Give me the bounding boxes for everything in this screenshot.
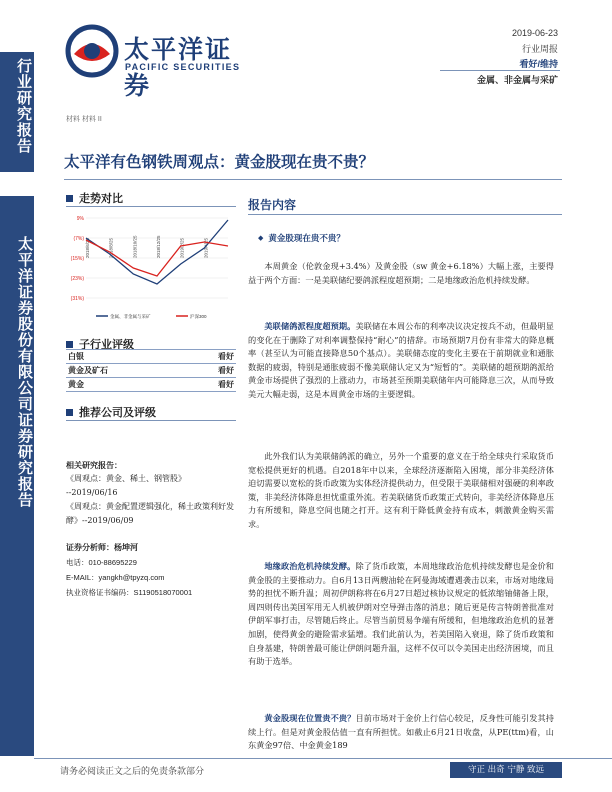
analyst-email[interactable]: E-MAIL：yangkh@tpyzq.com xyxy=(66,573,165,582)
x-tick-label: 2018/10/25 xyxy=(132,235,138,258)
x-tick-label: 2018/6/25 xyxy=(85,237,90,258)
sidebar-bottom xyxy=(0,196,34,756)
paragraph-5-lead: 黄金股现在位置贵不贵？ xyxy=(264,713,356,723)
question-heading: ◆ 黄金股现在贵不贵？ xyxy=(258,234,345,244)
trend-rule xyxy=(66,206,236,207)
report-type: 行业周报 xyxy=(521,44,558,54)
x-tick-label: 2018/12/25 xyxy=(156,235,161,258)
logo xyxy=(64,24,244,100)
title-rule xyxy=(64,179,562,180)
paragraph-5 xyxy=(248,712,554,754)
paragraph-3: 此外我们认为美联储鸽派的确立，另外一个重要的意义在于给全球央行采取货币宽松提供更好的机遇。自2018年中以来，全球经济逐渐陷入困境，部分非美经济体迫切需要以宽松的货币政策为实体经济提供动力，但受限于美联储相对强硬的利率政策，非美经济体降息担忧重重外流。若美联储货币政策正式转向，非美经济体降息压力有所缓和，降息空间也随之打开。这有利于降低黄金持有成本，刺激黄金购买需求。 xyxy=(248,451,554,529)
paragraph-1: 本周黄金（伦敦金现+3.4%）及黄金股（sw 黄金+6.18%）大幅上涨，主要得益于两个方面：一是美联储纪要鸽派程度超预期；二是地缘政治危机持续发酵。 xyxy=(248,261,554,285)
analyst-phone: 电话：010-88695229 xyxy=(66,558,137,567)
footer-rule xyxy=(34,758,612,759)
legend-label: 沪深300 xyxy=(190,314,207,319)
analyst-cert: 执业资格证书编码：S1190518070001 xyxy=(66,588,193,597)
company-rule xyxy=(66,420,236,421)
bullet-icon xyxy=(66,195,73,202)
pacific-logo-icon xyxy=(64,24,120,78)
header-divider xyxy=(440,70,560,71)
related-title: 相关研究报告： xyxy=(66,460,122,470)
content-title: 报告内容 xyxy=(248,198,297,212)
bullet-icon xyxy=(66,341,73,348)
trend-heading: 走势对比 xyxy=(66,190,123,206)
sidebar-top-label: 行业研究报告 xyxy=(15,58,33,154)
sub-rating-table xyxy=(66,349,236,392)
x-tick-label: 2019/2/25 xyxy=(179,237,185,258)
logo-en: PACIFIC SECURITIES xyxy=(125,62,241,72)
table-row: 黄金及矿石 看好 xyxy=(66,364,236,378)
company-heading: 推荐公司及评级 xyxy=(66,404,156,420)
content-rule xyxy=(248,214,562,215)
analyst-info xyxy=(66,540,238,600)
paragraph-4-body: 除了货币政策，本周地缘政治危机持续发酵也是金价和黄金股的主要推动力。自6月13日两艘油轮在阿曼海域遭遇袭击以来，市场对地缘局势的担忧不断升温；周初伊朗称将在6月27日超过核协议规定的低浓缩铀储备上限，周四则传出美国军用无人机被伊朗对空导弹击落的消息；随后更是传言特朗普批准对伊朗军事打击，尽管随后终止。尽管当前贸易争端有所缓和，但地缘政治危机的显著加剧，使得黄金的避险需求猛增。我们此前认为，若美国陷入衰退，除了货币政策和自身基建，特朗普最可能让伊朗问题升温，这样不仅可以令美国走出经济困境，而且有助于选举。 xyxy=(248,561,554,667)
sidebar-bottom-label: 太平洋证券股份有限公司证券研究报告 xyxy=(16,236,34,508)
logo-cn: 太平洋证券 xyxy=(124,36,233,100)
paragraph-5-body: 目前市场对于金价上行信心较足，反身性可能引发其持续上行。但是对黄金股估值一直有所担忧。如截止6月21日收盘，从PE(ttm)看，山东黄金97倍、中金黄金189 xyxy=(248,713,554,751)
x-tick-label: 2019/4/25 xyxy=(203,237,209,258)
paragraph-2-body: 美联储在本周公布的利率决议决定按兵不动，但最明显的变化在于删除了对利率调整保持“耐心”的措辞。市场预期7月份有非常大的降息概率（甚至认为可能直接降息50个基点）。美联储态度的变化主要在于前期就业和通胀数据的疲弱，特别是通胀疲弱不像美联储认定又为“短暂的”。美联储的超预期鸽派给黄金市场提供了强烈的上涨动力，市场甚至预期美联储年内可能降息三次，从而导致美元大幅走弱，这是本周黄金市场的主要逻辑。 xyxy=(248,321,554,399)
related-item[interactable]: 《周观点：黄金、稀土、钢管股》 xyxy=(66,474,186,483)
sub-rating-heading: 子行业评级 xyxy=(66,336,134,352)
breadcrumb: 材料 材料 II xyxy=(66,116,102,123)
related-item: --2019/06/16 xyxy=(66,488,118,497)
analyst-name: 证券分析师：杨坤河 xyxy=(66,542,138,552)
page-title: 太平洋有色钢铁周观点：黄金股现在贵不贵？ xyxy=(64,152,375,171)
arrow-icon: ◆ xyxy=(258,234,264,242)
y-tick-label: (23%) xyxy=(70,276,84,282)
industry-name: 金属、非金属与采矿 xyxy=(476,75,558,85)
footer-motto: 守正 出奇 宁静 致远 xyxy=(450,762,562,778)
x-tick-label: 2018/8/25 xyxy=(108,237,114,258)
table-row: 白银 看好 xyxy=(66,350,236,364)
related-item[interactable]: 《周观点：黄金配置逻辑强化，稀土政策利好发酵》--2019/06/09 xyxy=(66,502,234,525)
y-tick-label: 9% xyxy=(76,216,84,222)
paragraph-2-lead: 美联储鸽派程度超预期。 xyxy=(264,321,356,331)
table-row: 黄金 看好 xyxy=(66,378,236,392)
report-date: 2019-06-23 xyxy=(511,28,558,38)
bullet-icon xyxy=(66,409,73,416)
y-tick-label: (15%) xyxy=(70,256,84,262)
y-tick-label: (31%) xyxy=(70,296,84,302)
trend-chart xyxy=(66,212,236,324)
paragraph-4 xyxy=(248,560,554,669)
industry-rating: 看好/维持 xyxy=(519,59,558,69)
y-tick-label: (7%) xyxy=(73,236,84,242)
sidebar-top xyxy=(0,52,34,172)
paragraph-2 xyxy=(248,320,554,402)
paragraph-4-lead: 地缘政治危机持续发酵。 xyxy=(264,561,356,571)
footer-note: 请务必阅读正文之后的免责条款部分 xyxy=(60,767,205,777)
legend-label: 金属、非金属与采矿 xyxy=(110,314,151,319)
related-research xyxy=(66,458,238,528)
